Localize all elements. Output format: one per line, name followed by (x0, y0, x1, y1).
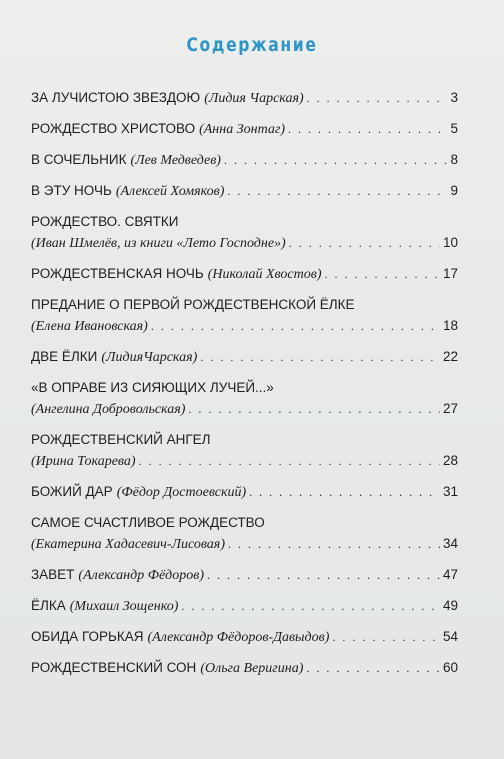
toc-entry[interactable] (31, 564, 458, 586)
toc-entry[interactable] (31, 346, 458, 368)
entry-author: (Иван Шмелёв, из книги «Лето Господне») (31, 236, 286, 251)
dot-leader (151, 316, 440, 337)
entry-title: ДВЕ ЁЛКИ (31, 349, 98, 364)
entry-title: РОЖДЕСТВО. СВЯТКИ (31, 214, 179, 229)
entry-title: РОЖДЕСТВЕНСКАЯ НОЧЬ (31, 266, 204, 281)
entry-title: «В ОПРАВЕ ИЗ СИЯЮЩИХ ЛУЧЕЙ...» (31, 380, 274, 395)
entry-author: (Елена Ивановская) (31, 319, 148, 334)
entry-author: (Ольга Веригина) (200, 661, 304, 676)
entry-page-number: 28 (442, 453, 458, 468)
entry-author: (Анна Зонтаг) (199, 122, 285, 137)
entry-author: (Александр Фёдоров) (78, 568, 204, 583)
toc-entry[interactable] (31, 626, 458, 648)
entry-title: САМОЕ СЧАСТЛИВОЕ РОЖДЕСТВО (31, 515, 265, 530)
page-title: Содержание (186, 34, 318, 56)
entry-page-number: 22 (442, 349, 458, 364)
entry-page-number: 9 (450, 183, 458, 198)
toc-entry[interactable] (31, 149, 458, 171)
toc-entry[interactable] (31, 211, 458, 254)
entry-title: В ЭТУ НОЧЬ (31, 183, 112, 198)
entry-page-number: 27 (442, 401, 458, 416)
entry-author: (Александр Фёдоров-Давыдов) (147, 630, 330, 645)
entry-page-number: 10 (442, 235, 458, 250)
entry-page-number: 3 (450, 90, 458, 105)
entry-author: (Алексей Хомяков) (115, 184, 225, 199)
dot-leader (227, 181, 447, 202)
toc-entry[interactable] (31, 87, 458, 109)
entry-author: (Лев Медведев) (130, 153, 221, 168)
toc-entry[interactable] (31, 294, 458, 337)
dot-leader (181, 596, 440, 617)
entry-title: ЁЛКА (31, 598, 66, 613)
entry-author: (Екатерина Хадасевич-Лисовая) (31, 537, 225, 552)
toc-entry[interactable] (31, 263, 458, 285)
dot-leader (289, 233, 440, 254)
entry-page-number: 54 (442, 629, 458, 644)
entry-page-number: 5 (450, 121, 458, 136)
toc-entry[interactable] (31, 118, 458, 140)
entry-page-number: 34 (442, 536, 458, 551)
entry-page-number: 47 (442, 567, 458, 582)
entry-author: (ЛидияЧарская) (101, 350, 198, 365)
table-of-contents (31, 87, 458, 688)
dot-leader (306, 658, 440, 679)
dot-leader (228, 534, 440, 555)
entry-title: В СОЧЕЛЬНИК (31, 152, 127, 167)
dot-leader (139, 451, 440, 472)
entry-author: (Фёдор Достоевский) (116, 485, 247, 500)
dot-leader (332, 627, 440, 648)
entry-title: РОЖДЕСТВО ХРИСТОВО (31, 121, 196, 136)
dot-leader (224, 150, 448, 171)
entry-title: РОЖДЕСТВЕНСКИЙ СОН (31, 660, 197, 675)
entry-page-number: 49 (442, 598, 458, 613)
entry-author: (Николай Хвостов) (207, 267, 322, 282)
entry-author: (Ангелина Добровольская) (31, 402, 186, 417)
dot-leader (188, 399, 440, 420)
entry-author: (Ирина Токарева) (31, 454, 136, 469)
toc-entry[interactable] (31, 180, 458, 202)
dot-leader (200, 347, 440, 368)
entry-title: ОБИДА ГОРЬКАЯ (31, 629, 144, 644)
entry-page-number: 8 (450, 152, 458, 167)
entry-title: ЗА ЛУЧИСТОЮ ЗВЕЗДОЮ (31, 90, 201, 105)
entry-title: РОЖДЕСТВЕНСКИЙ АНГЕЛ (31, 432, 211, 447)
toc-entry[interactable] (31, 595, 458, 617)
entry-title: ЗАВЕТ (31, 567, 75, 582)
entry-author: (Михаил Зощенко) (69, 599, 179, 614)
toc-entry[interactable] (31, 481, 458, 503)
toc-entry[interactable] (31, 429, 458, 472)
entry-page-number: 18 (442, 318, 458, 333)
dot-leader (249, 482, 440, 503)
dot-leader (207, 565, 440, 586)
entry-page-number: 17 (442, 266, 458, 281)
entry-page-number: 60 (442, 660, 458, 675)
dot-leader (325, 264, 440, 285)
entry-page-number: 31 (442, 484, 458, 499)
entry-author: (Лидия Чарская) (204, 91, 304, 106)
toc-entry[interactable] (31, 377, 458, 420)
dot-leader (307, 88, 448, 109)
entry-title: БОЖИЙ ДАР (31, 484, 113, 499)
dot-leader (288, 119, 448, 140)
toc-entry[interactable] (31, 657, 458, 679)
toc-entry[interactable] (31, 512, 458, 555)
entry-title: ПРЕДАНИЕ О ПЕРВОЙ РОЖДЕСТВЕНСКОЙ ЁЛКЕ (31, 297, 355, 312)
